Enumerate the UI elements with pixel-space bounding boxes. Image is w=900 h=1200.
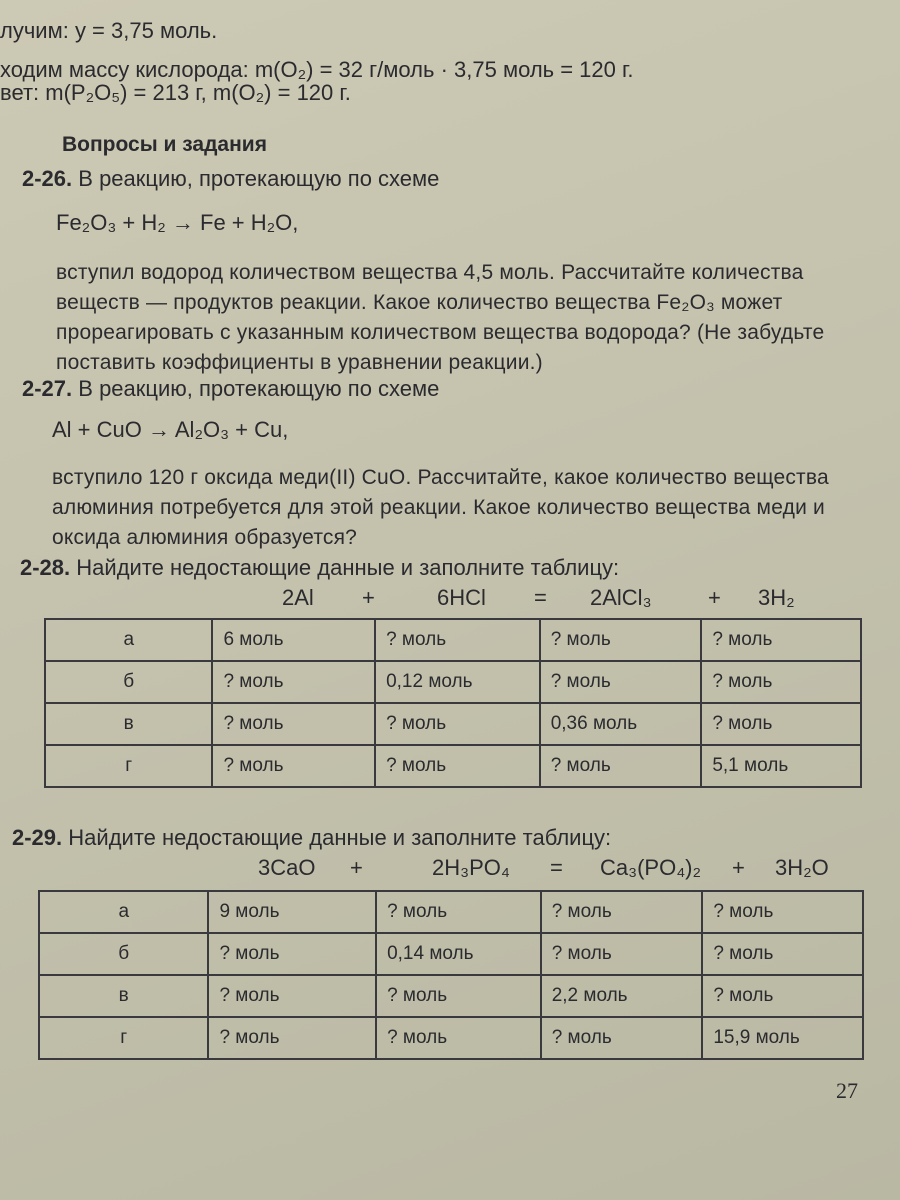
task-26-number: 2-26.	[22, 166, 73, 191]
row-label: г	[39, 1017, 208, 1059]
table-cell: ? моль	[701, 661, 861, 703]
task-28-table	[44, 618, 862, 788]
table-cell: 6 моль	[212, 619, 375, 661]
task-26-heading	[22, 166, 439, 192]
table-cell: ? моль	[541, 1017, 703, 1059]
eq29-reactant-2: 2H₃PO₄	[432, 855, 510, 880]
eq29-product-2: 3H₂O	[775, 855, 829, 880]
eq29-equals: =	[550, 855, 563, 880]
task-28-number: 2-28.	[20, 555, 71, 580]
table-cell: ? моль	[375, 619, 540, 661]
table-cell: ? моль	[208, 975, 376, 1017]
table-cell: ? моль	[376, 975, 541, 1017]
row-label: в	[39, 975, 208, 1017]
intro-line-3: вет: m(P₂O₅) = 213 г, m(O₂) = 120 г.	[0, 80, 351, 105]
eq28-plus-2: +	[708, 585, 721, 610]
table-cell: ? моль	[540, 745, 702, 787]
table-cell: ? моль	[701, 703, 861, 745]
task-26-intro: В реакцию, протекающую по схеме	[78, 166, 440, 191]
table-row	[39, 975, 863, 1017]
table-row	[39, 933, 863, 975]
table-cell: ? моль	[701, 619, 861, 661]
task-29-equation	[0, 855, 900, 885]
task-27-heading	[22, 376, 439, 402]
eq29-reactant-1: 3CaO	[258, 855, 316, 880]
row-label: б	[39, 933, 208, 975]
table-cell: 0,14 моль	[376, 933, 541, 975]
table-cell: 2,2 моль	[541, 975, 703, 1017]
table-cell: ? моль	[208, 933, 376, 975]
table-cell: ? моль	[702, 975, 863, 1017]
table-cell: ? моль	[375, 703, 540, 745]
table-row	[45, 703, 861, 745]
eq29-plus-1: +	[350, 855, 363, 880]
task-27-body: вступило 120 г оксида меди(II) CuO. Рассчитайте, какое количество вещества алюминия потребуется для этой реакции. Какое количество вещества меди и оксида алюминия образуется?	[52, 466, 829, 549]
section-title: Вопросы и задания	[62, 133, 267, 156]
eq28-reactant-2: 6HCl	[437, 585, 486, 610]
eq28-product-2: 3H₂	[758, 585, 795, 610]
row-label: г	[45, 745, 212, 787]
eq28-equals: =	[534, 585, 547, 610]
eq29-product-1: Ca₃(PO₄)₂	[600, 855, 702, 880]
task-29-intro: Найдите недостающие данные и заполните таблицу:	[68, 825, 612, 850]
task-28-equation	[0, 585, 900, 615]
table-cell: ? моль	[540, 619, 702, 661]
table-cell: ? моль	[541, 933, 703, 975]
table-cell: 15,9 моль	[702, 1017, 863, 1059]
table-cell: ? моль	[375, 745, 540, 787]
table-cell: ? моль	[376, 1017, 541, 1059]
task-27-intro: В реакцию, протекающую по схеме	[78, 376, 440, 401]
task-26-body: вступил водород количеством вещества 4,5 моль. Рассчитайте количества веществ — продуктов реакции. Какое количество вещества Fe₂O₃ может прореагировать с указанным количеством вещества водорода? (Не забудьте поставить коэффициенты в уравнении реакции.)	[56, 261, 825, 374]
table-cell: 0,12 моль	[375, 661, 540, 703]
task-29-number: 2-29.	[12, 825, 63, 850]
row-label: б	[45, 661, 212, 703]
table-cell: 0,36 моль	[540, 703, 702, 745]
table-cell: ? моль	[376, 891, 541, 933]
intro-line-2: ходим массу кислорода: m(O₂) = 32 г/моль · 3,75 моль = 120 г.	[0, 57, 634, 82]
table-cell: ? моль	[212, 703, 375, 745]
eq29-plus-2: +	[732, 855, 745, 880]
row-label: в	[45, 703, 212, 745]
task-27-number: 2-27.	[22, 376, 73, 401]
task-27-equation: Al + CuO → Al₂O₃ + Cu,	[52, 417, 289, 442]
table-row	[39, 891, 863, 933]
table-row	[45, 745, 861, 787]
table-cell: ? моль	[702, 891, 863, 933]
table-cell: 5,1 моль	[701, 745, 861, 787]
eq28-product-1: 2AlCl₃	[590, 585, 652, 610]
table-row	[45, 661, 861, 703]
table-cell: ? моль	[212, 745, 375, 787]
table-cell: 9 моль	[208, 891, 376, 933]
intro-line-1: лучим: y = 3,75 моль.	[0, 18, 218, 43]
task-28-intro: Найдите недостающие данные и заполните таблицу:	[76, 555, 620, 580]
task-26-equation: Fe₂O₃ + H₂ → Fe + H₂O,	[56, 210, 299, 235]
task-28-heading	[20, 555, 619, 581]
eq28-reactant-1: 2Al	[282, 585, 314, 610]
table-row	[39, 1017, 863, 1059]
task-29-heading	[12, 825, 611, 851]
table-cell: ? моль	[541, 891, 703, 933]
table-row	[45, 619, 861, 661]
table-cell: ? моль	[702, 933, 863, 975]
table-cell: ? моль	[208, 1017, 376, 1059]
table-cell: ? моль	[540, 661, 702, 703]
table-cell: ? моль	[212, 661, 375, 703]
task-29-table	[38, 890, 864, 1060]
eq28-plus-1: +	[362, 585, 375, 610]
row-label: а	[45, 619, 212, 661]
page-number: 27	[836, 1078, 858, 1103]
row-label: а	[39, 891, 208, 933]
